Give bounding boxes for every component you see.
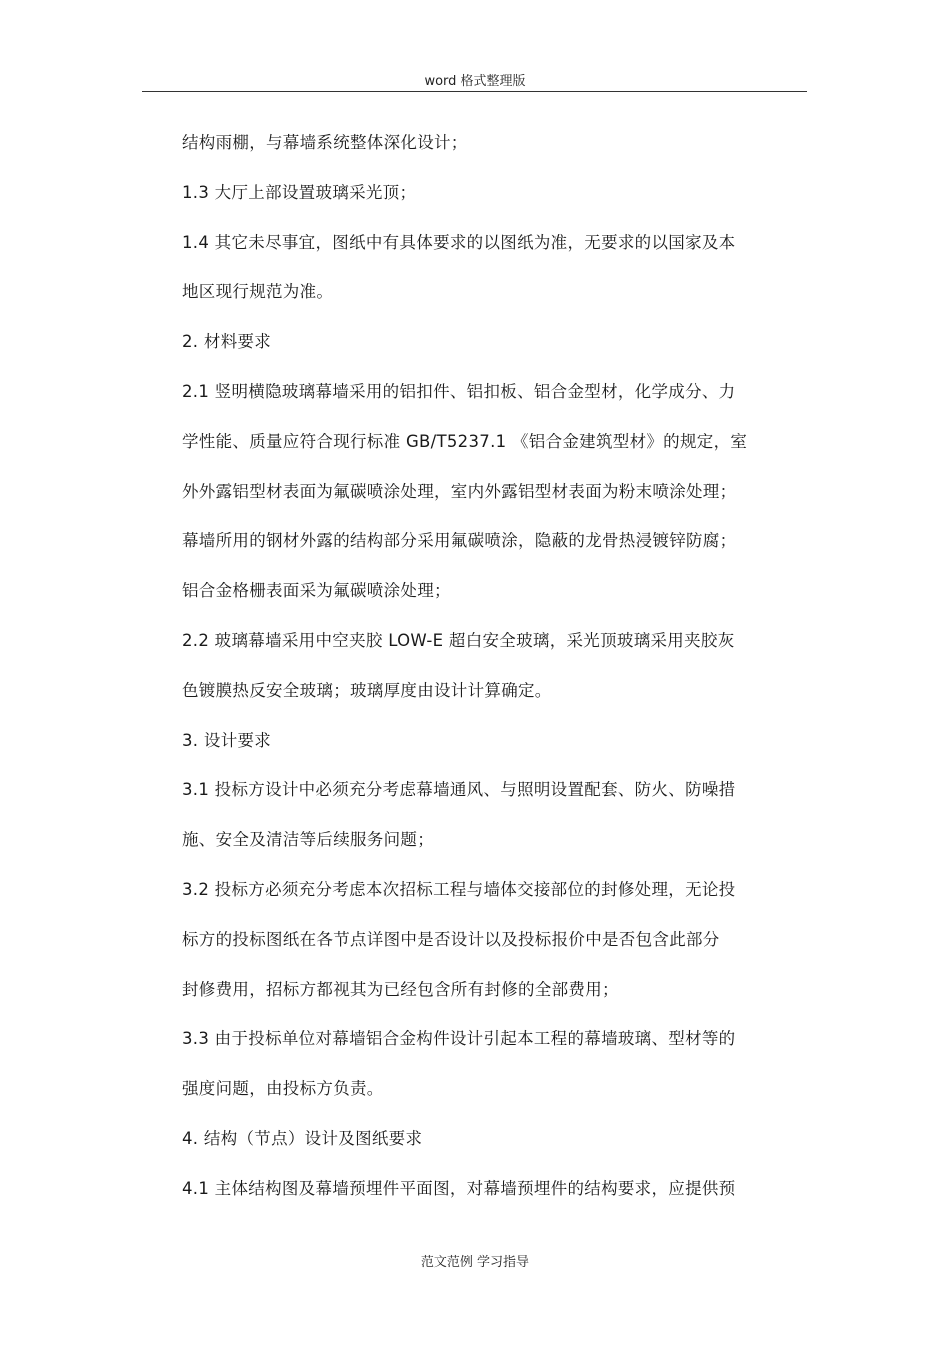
- section-heading: 2. 材料要求: [182, 332, 272, 352]
- section-heading: 3. 设计要求: [182, 730, 272, 750]
- text-line: 施、安全及清洁等后续服务问题；: [182, 830, 434, 850]
- text-line: 3.3 由于投标单位对幕墙铝合金构件设计引起本工程的幕墙玻璃、型材等的: [182, 1029, 736, 1049]
- text-line: 铝合金格栅表面采为氟碳喷涂处理；: [182, 581, 451, 601]
- text-line: 结构雨棚，与幕墙系统整体深化设计；: [182, 133, 468, 152]
- text-line: 强度问题，由投标方负责。: [182, 1079, 384, 1099]
- text-line: 色镀膜热反安全玻璃；玻璃厚度由设计计算确定。: [182, 680, 552, 700]
- page-footer: 范文范例 学习指导: [420, 1255, 530, 1270]
- text-line: 1.3 大厅上部设置玻璃采光顶；: [182, 182, 417, 202]
- text-line: 2.2 玻璃幕墙采用中空夹胶 LOW-E 超白安全玻璃，采光顶玻璃采用夹胶灰: [182, 630, 735, 650]
- text-line: 2.1 竖明横隐玻璃幕墙采用的铝扣件、铝扣板、铝合金型材，化学成分、力: [182, 381, 736, 401]
- text-line: 标方的投标图纸在各节点详图中是否设计以及投标报价中是否包含此部分: [182, 929, 720, 949]
- text-line: 幕墙所用的钢材外露的结构部分采用氟碳喷涂，隐蔽的龙骨热浸镀锌防腐；: [182, 531, 737, 551]
- text-line: 封修费用，招标方都视其为已经包含所有封修的全部费用；: [182, 979, 619, 999]
- document-body: [182, 120, 802, 1216]
- text-line: 3.2 投标方必须充分考虑本次招标工程与墙体交接部位的封修处理，无论投: [182, 879, 736, 899]
- text-line: 1.4 其它未尽事宜，图纸中有具体要求的以图纸为准，无要求的以国家及本: [182, 232, 736, 252]
- text-line: 外外露铝型材表面为氟碳喷涂处理，室内外露铝型材表面为粉末喷涂处理；: [182, 481, 737, 501]
- text-line: 3.1 投标方设计中必须充分考虑幕墙通风、与照明设置配套、防火、防噪措: [182, 780, 736, 800]
- header-divider: [142, 91, 807, 92]
- text-line: 地区现行规范为准。: [182, 282, 334, 302]
- text-line: 4.1 主体结构图及幕墙预埋件平面图，对幕墙预埋件的结构要求，应提供预: [182, 1178, 736, 1198]
- section-heading: 4. 结构（节点）设计及图纸要求: [182, 1128, 423, 1148]
- page-header: word 格式整理版: [424, 74, 526, 89]
- text-line: 学性能、质量应符合现行标准 GB/T5237.1 《铝合金建筑型材》的规定，室: [182, 431, 748, 451]
